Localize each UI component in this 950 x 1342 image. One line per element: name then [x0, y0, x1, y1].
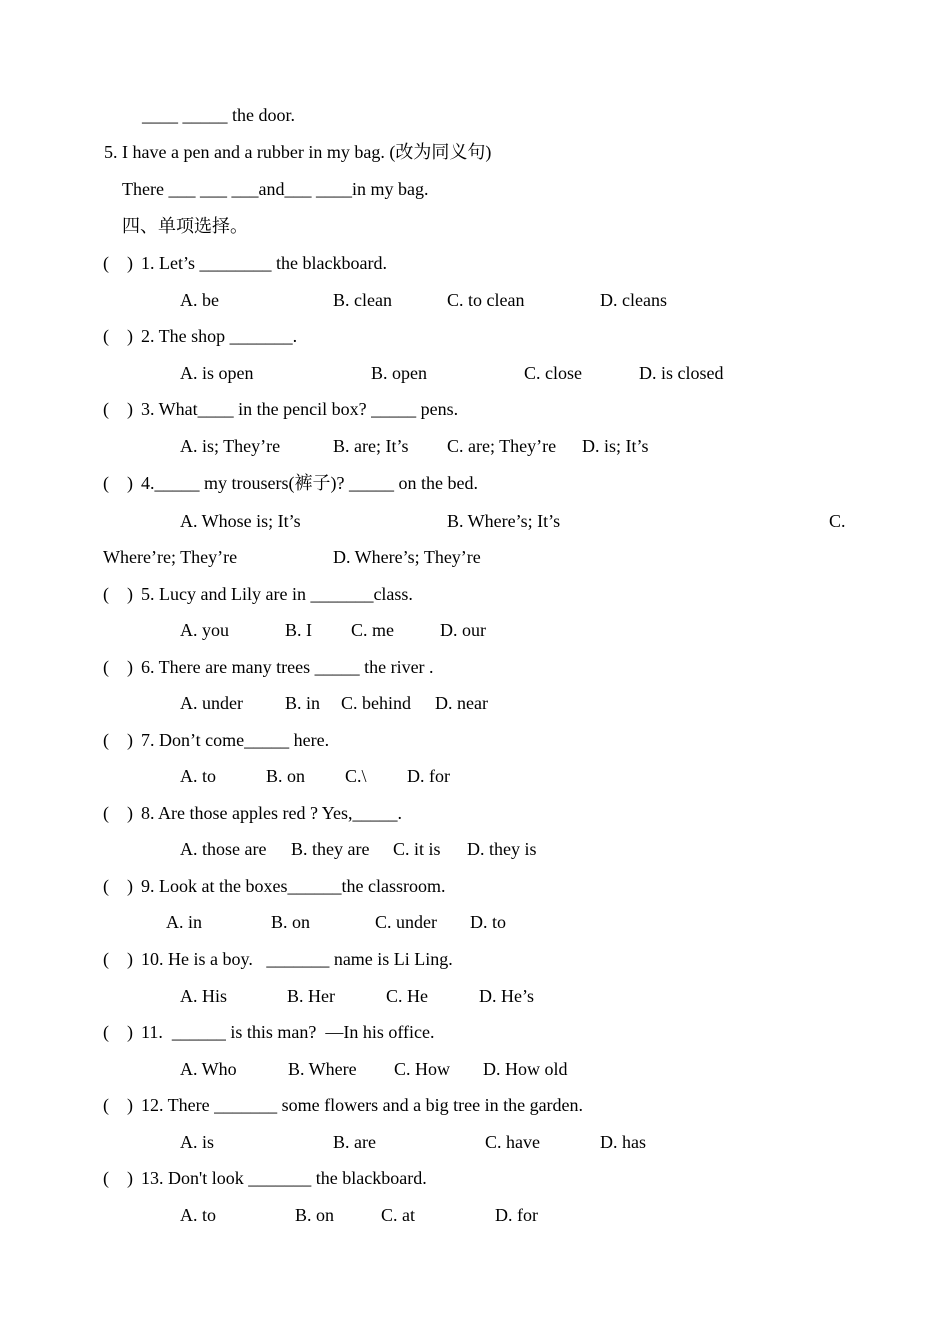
option-d: D. to: [470, 912, 506, 932]
option-c: C. it is: [393, 839, 441, 859]
option-d: D. near: [435, 693, 488, 713]
question-1: [103, 252, 863, 274]
option-b: B. Her: [287, 986, 335, 1006]
answer-blank: ( ): [103, 473, 133, 493]
section-4-title: 四、单项选择。: [122, 216, 248, 236]
answer-blank: ( ): [103, 657, 133, 677]
option-d: D. Where’s; They’re: [333, 547, 481, 567]
option-a: A. under: [180, 693, 243, 713]
question-stem: 10. He is a boy. _______ name is Li Ling.: [141, 949, 453, 969]
option-c: C. at: [381, 1205, 415, 1225]
option-d: D. How old: [483, 1059, 568, 1079]
option-c: C. me: [351, 620, 394, 640]
answer-blank: ( ): [103, 399, 133, 419]
answer-blank: ( ): [103, 876, 133, 896]
option-b: B. on: [295, 1205, 335, 1225]
option-b: B. on: [271, 912, 311, 932]
question-6: [103, 656, 863, 678]
option-d: D. cleans: [600, 290, 667, 310]
option-b: B. open: [371, 363, 427, 383]
answer-blank: ( ): [103, 949, 133, 969]
answer-blank: ( ): [103, 1095, 133, 1115]
question-stem: 2. The shop _______.: [141, 326, 298, 346]
option-c: C. He: [386, 986, 428, 1006]
option-d: D. our: [440, 620, 486, 640]
question-stem: 11. ______ is this man? —In his office.: [141, 1022, 435, 1042]
option-a: A. is; They’re: [180, 436, 281, 456]
option-c: C. How: [394, 1059, 451, 1079]
option-d: D. is closed: [639, 363, 724, 383]
option-c: C. behind: [341, 693, 411, 713]
question-stem: 12. There _______ some flowers and a big tree in the garden.: [141, 1095, 584, 1115]
option-b: B. I: [285, 620, 312, 640]
option-a: A. Who: [180, 1059, 237, 1079]
question-stem: 7. Don’t come_____ here.: [141, 730, 330, 750]
option-d: D. they is: [467, 839, 537, 859]
question-8: [103, 802, 863, 824]
option-a: A. Whose is; It’s: [180, 511, 301, 531]
option-b: B. in: [285, 693, 321, 713]
option-b: B. they are: [291, 839, 370, 859]
question-9: [103, 875, 863, 897]
option-b: B. clean: [333, 290, 392, 310]
question-11: [103, 1021, 863, 1043]
option-b: B. Where: [288, 1059, 357, 1079]
question-5: [103, 583, 863, 605]
q5-rewrite-prompt: 5. I have a pen and a rubber in my bag. (改为同义句): [104, 142, 492, 162]
option-c: C. are; They’re: [447, 436, 557, 456]
question-7: [103, 729, 863, 751]
option-b: B. are: [333, 1132, 376, 1152]
option-a: A. His: [180, 986, 228, 1006]
option-c: C. to clean: [447, 290, 525, 310]
option-d: D. for: [495, 1205, 538, 1225]
question-12: [103, 1094, 863, 1116]
question-stem: 1. Let’s ________ the blackboard.: [141, 253, 387, 273]
option-c: C. under: [375, 912, 437, 932]
question-stem: 6. There are many trees _____ the river .: [141, 657, 434, 677]
option-c: C. close: [524, 363, 582, 383]
answer-blank: ( ): [103, 730, 133, 750]
question-10: [103, 948, 863, 970]
question-stem: 9. Look at the boxes______the classroom.: [141, 876, 446, 896]
question-2: [103, 325, 863, 347]
question-stem: 3. What____ in the pencil box? _____ pens.: [141, 399, 459, 419]
answer-blank: ( ): [103, 1168, 133, 1188]
answer-blank: ( ): [103, 1022, 133, 1042]
option-d: D. He’s: [479, 986, 534, 1006]
question-13: [103, 1167, 863, 1189]
option-a: A. is open: [180, 363, 254, 383]
option-c: C. have: [485, 1132, 540, 1152]
answer-blank: ( ): [103, 584, 133, 604]
option-a: A. you: [180, 620, 229, 640]
question-stem: 13. Don't look _______ the blackboard.: [141, 1168, 427, 1188]
option-a: A. is: [180, 1132, 215, 1152]
option-c-text: Where’re; They’re: [103, 547, 238, 567]
option-a: A. those are: [180, 839, 267, 859]
q5-rewrite-answer-line: There ___ ___ ___and___ ____in my bag.: [122, 179, 429, 199]
option-c: C.\: [345, 766, 367, 786]
question-4: [103, 472, 863, 494]
question-stem: 8. Are those apples red ? Yes,_____.: [141, 803, 402, 823]
fill-in-line-door: ____ _____ the door.: [142, 105, 295, 125]
option-a: A. in: [166, 912, 202, 932]
option-b: B. are; It’s: [333, 436, 409, 456]
option-a: A. to: [180, 1205, 216, 1225]
option-d: D. is; It’s: [582, 436, 649, 456]
option-b: B. Where’s; It’s: [447, 511, 561, 531]
question-stem: 4._____ my trousers(裤子)? _____ on the bed.: [141, 473, 478, 493]
option-d: D. has: [600, 1132, 646, 1152]
option-b: B. on: [266, 766, 306, 786]
option-c-label: C.: [829, 511, 846, 531]
question-3: [103, 398, 863, 420]
question-stem: 5. Lucy and Lily are in _______class.: [141, 584, 413, 604]
option-d: D. for: [407, 766, 450, 786]
option-a: A. to: [180, 766, 216, 786]
answer-blank: ( ): [103, 803, 133, 823]
answer-blank: ( ): [103, 326, 133, 346]
answer-blank: ( ): [103, 253, 133, 273]
option-a: A. be: [180, 290, 219, 310]
